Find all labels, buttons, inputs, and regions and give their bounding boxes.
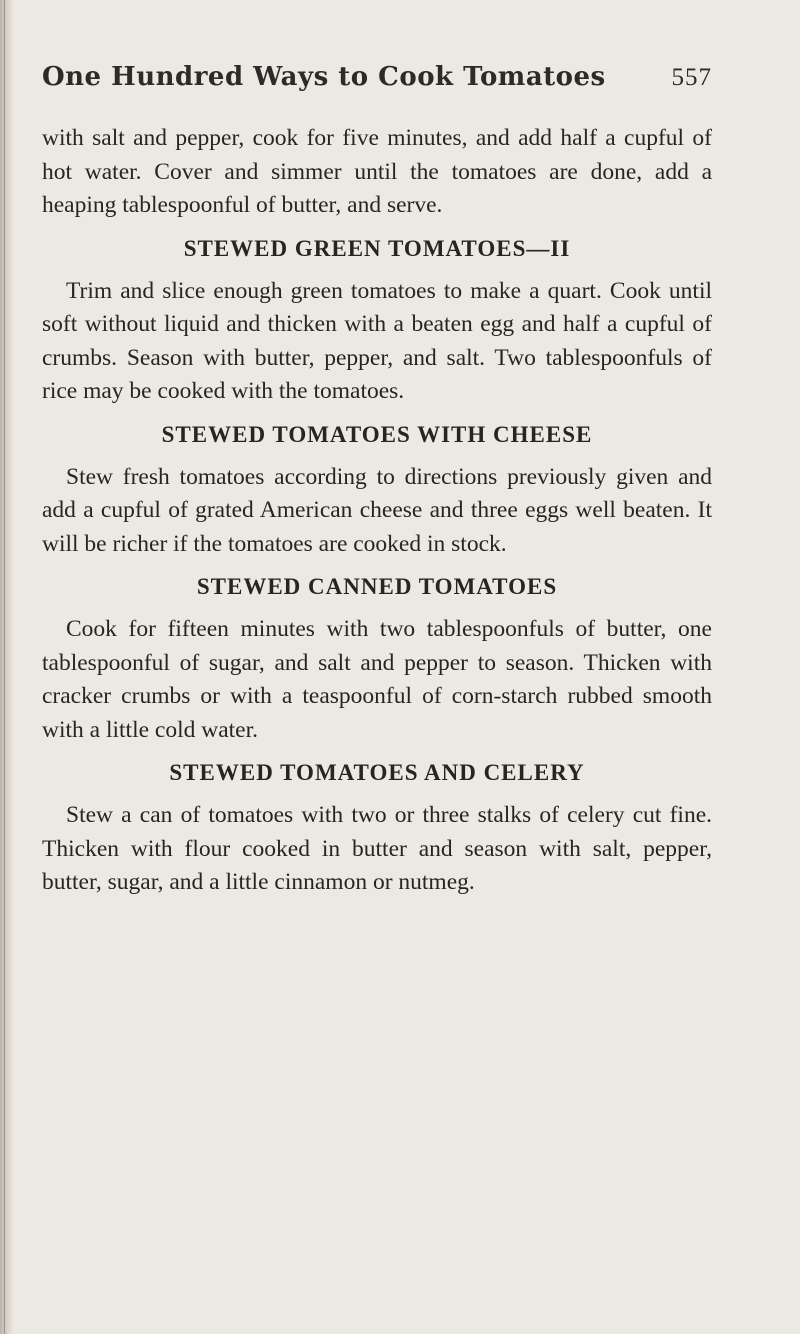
binding-edge [0,0,14,1334]
page-number: 557 [671,64,712,91]
running-head [42,62,712,102]
recipe-heading-stewed-tomatoes-with-cheese: STEWED TOMATOES WITH CHEESE [161,421,593,447]
page-content [42,122,712,900]
recipe-heading-stewed-canned-tomatoes: STEWED CANNED TOMATOES [196,574,558,599]
recipe-heading-stewed-tomatoes-and-celery: STEWED TOMATOES AND CELERY [169,760,585,785]
recipe-text-stewed-tomatoes-and-celery: Stew a can of tomatoes with two or three stalks of celery cut fine. Thicken with flour cooked in butter and season with salt, pepper, butter, sugar, and a little cinnamon or nutmeg. [42,802,712,895]
recipe-text-stewed-canned-tomatoes: Cook for fifteen minutes with two tablespoonfuls of butter, one tablespoonful of sugar, and salt and pepper to season. Thicken with cracker crumbs or with a teaspoonful of corn-starch rubbed smooth with a little cold water. [42,616,712,743]
recipe-text-stewed-tomatoes-with-cheese: Stew fresh tomatoes according to directions previously given and add a cupful of grated American cheese and three eggs well beaten. It will be richer if the tomatoes are cooked in stock. [42,463,712,557]
recipe-heading-stewed-green-tomatoes: STEWED GREEN TOMATOES—II [183,235,571,261]
recipe-text-stewed-green-tomatoes: Trim and slice enough green tomatoes to make a quart. Cook until soft without liquid and thicken with a beaten egg and half a cupful of crumbs. Season with butter, pepper, and salt. Two tablespoonfuls of rice may be cooked with the tomatoes. [42,277,712,404]
intro-paragraph: with salt and pepper, cook for five minutes, and add half a cupful of hot water. Cover and simmer until the tomatoes are done, add a heaping tablespoonful of butter, and serve. [42,125,712,218]
running-title: One Hundred Ways to Cook Tomatoes [42,62,606,92]
binding-line [4,0,5,1334]
